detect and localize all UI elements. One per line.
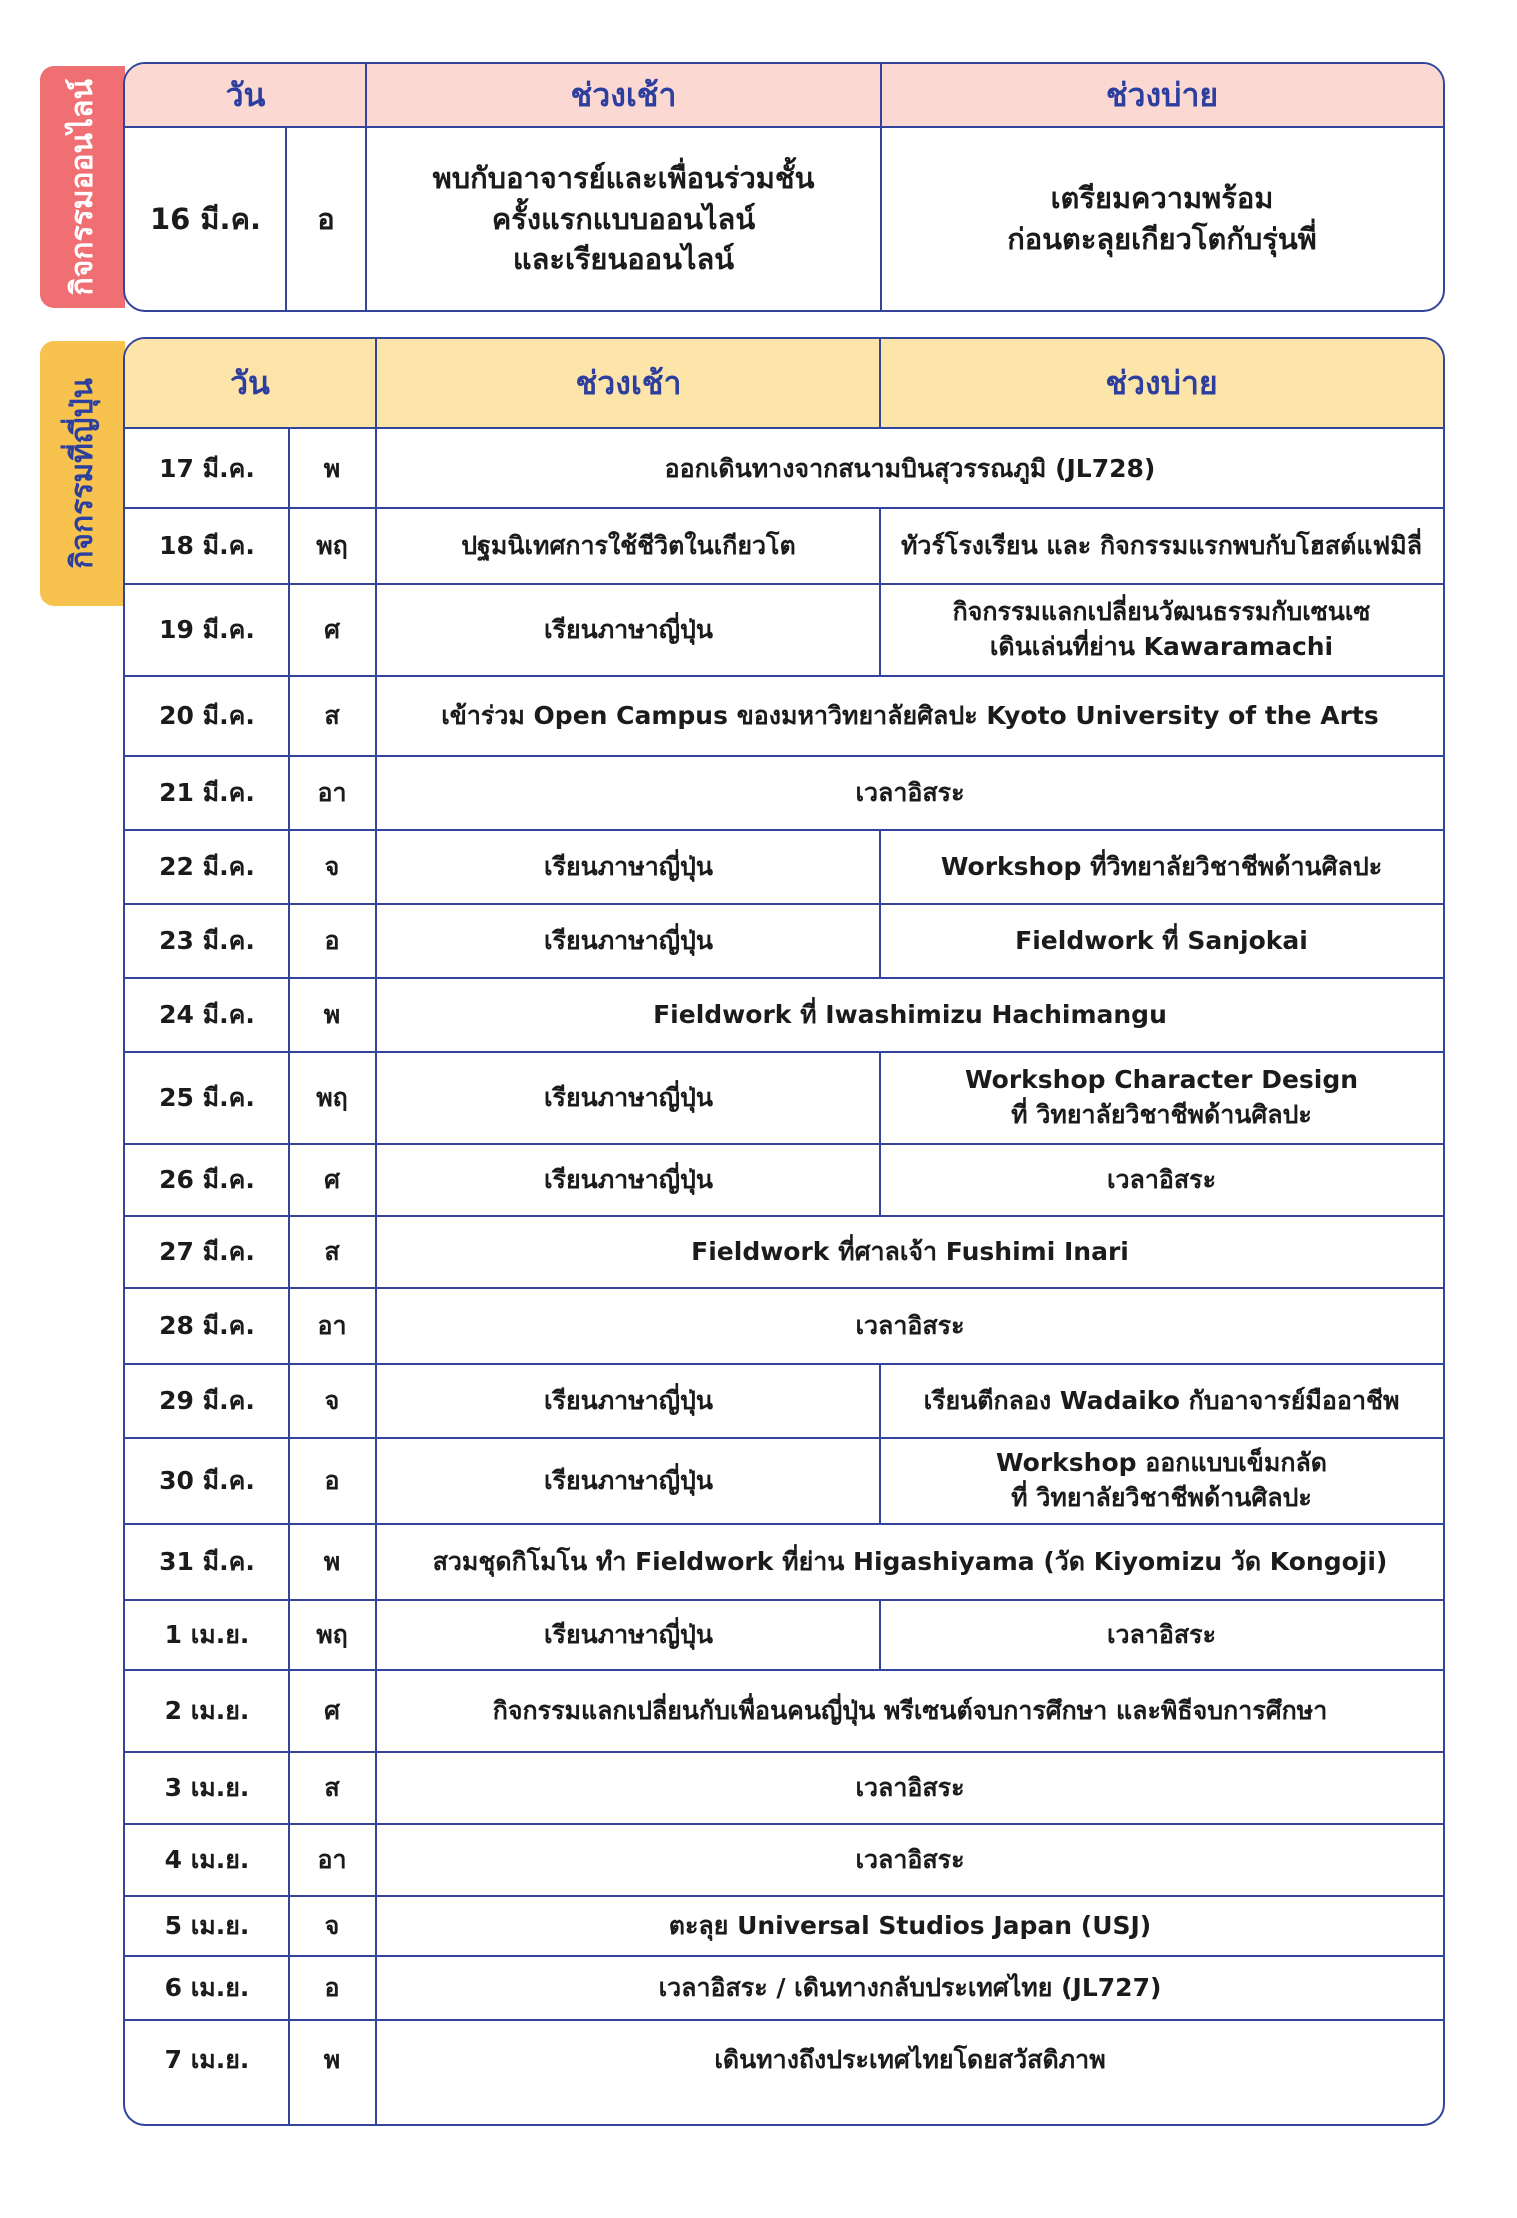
afternoon-cell: Workshop ที่วิทยาลัยวิชาชีพด้านศิลปะ <box>940 851 1383 881</box>
date-cell: 20 มี.ค. <box>159 700 255 730</box>
morning-cell: เรียนภาษาญี่ปุ่น <box>543 1164 713 1194</box>
header-morning: ช่วงเช้า <box>570 75 677 114</box>
full-day-cell: เวลาอิสระ <box>855 1310 965 1340</box>
full-day-cell: เวลาอิสระ / เดินทางกลับประเทศไทย (JL727) <box>658 1972 1162 2002</box>
weekday-cell: ส <box>324 700 340 730</box>
date-cell: 27 มี.ค. <box>159 1236 255 1266</box>
header-day: วัน <box>225 75 266 114</box>
japan-table-header <box>125 339 1443 429</box>
date-cell: 3 เม.ย. <box>164 1772 250 1802</box>
weekday-cell: จ <box>324 851 340 881</box>
weekday-cell: ส <box>324 1236 340 1266</box>
table-row <box>125 1955 1443 2021</box>
japan-activities-label: กิจกรรมที่ญี่ปุ่น <box>65 378 100 569</box>
morning-cell: เรียนภาษาญี่ปุ่น <box>543 1465 713 1495</box>
japan-schedule-table <box>123 337 1445 2126</box>
table-row <box>125 128 1443 310</box>
weekday-cell: พ <box>323 2044 341 2074</box>
japan-activities-tab <box>40 341 125 606</box>
header-afternoon: ช่วงบ่าย <box>1105 363 1218 402</box>
header-morning: ช่วงเช้า <box>575 363 682 402</box>
date-cell: 28 มี.ค. <box>159 1310 255 1340</box>
online-schedule-table <box>123 62 1445 312</box>
date-cell: 26 มี.ค. <box>159 1164 255 1194</box>
date-cell: 2 เม.ย. <box>164 1695 250 1725</box>
table-row <box>125 583 1443 677</box>
morning-cell: เรียนภาษาญี่ปุ่น <box>543 1619 713 1649</box>
table-row <box>125 1051 1443 1145</box>
morning-cell: เรียนภาษาญี่ปุ่น <box>543 1385 713 1415</box>
full-day-cell: ตะลุย Universal Studios Japan (USJ) <box>668 1910 1152 1940</box>
table-row <box>125 1823 1443 1897</box>
afternoon-cell: เรียนตีกลอง Wadaiko กับอาจารย์มืออาชีพ <box>923 1385 1400 1415</box>
table-row <box>125 507 1443 585</box>
table-row <box>125 429 1443 509</box>
weekday-cell: ศ <box>324 614 340 644</box>
morning-cell: เรียนภาษาญี่ปุ่น <box>543 925 713 955</box>
afternoon-cell: Workshop Character Design ที่ วิทยาลัยวิชาชีพด้านศิลปะ <box>964 1065 1359 1129</box>
date-cell: 19 มี.ค. <box>159 614 255 644</box>
table-row <box>125 829 1443 905</box>
afternoon-cell: Workshop ออกแบบเข็มกลัด ที่ วิทยาลัยวิชาชีพด้านศิลปะ <box>995 1448 1328 1512</box>
online-table-header <box>125 64 1443 128</box>
header-afternoon: ช่วงบ่าย <box>1105 75 1219 114</box>
online-activities-label: กิจกรรมออนไลน์ <box>65 78 100 296</box>
date-cell: 18 มี.ค. <box>159 530 255 560</box>
morning-cell: ปฐมนิเทศการใช้ชีวิตในเกียวโต <box>461 530 796 560</box>
weekday-cell: พ <box>323 453 341 483</box>
date-cell: 24 มี.ค. <box>159 999 255 1029</box>
weekday-cell: อา <box>317 1844 347 1874</box>
morning-cell: เรียนภาษาญี่ปุ่น <box>543 851 713 881</box>
date-cell: 17 มี.ค. <box>159 453 255 483</box>
weekday-cell: จ <box>324 1910 340 1940</box>
full-day-cell: เข้าร่วม Open Campus ของมหาวิทยาลัยศิลปะ Kyoto University of the Arts <box>441 700 1379 730</box>
date-cell: 31 มี.ค. <box>159 1546 255 1576</box>
morning-cell: พบกับอาจารย์และเพื่อนร่วมชั้น ครั้งแรกแบบออนไลน์ และเรียนออนไลน์ <box>432 161 815 277</box>
full-day-cell: เวลาอิสระ <box>855 777 965 807</box>
weekday-cell: ส <box>324 1772 340 1802</box>
weekday-cell: อ <box>324 1972 340 2002</box>
full-day-cell: ออกเดินทางจากสนามบินสุวรรณภูมิ (JL728) <box>664 453 1156 483</box>
date-cell: 4 เม.ย. <box>164 1844 250 1874</box>
date-cell: 5 เม.ย. <box>164 1910 250 1940</box>
weekday-cell: พ <box>323 999 341 1029</box>
full-day-cell: เวลาอิสระ <box>855 1844 965 1874</box>
weekday-cell: พฤ <box>316 1619 348 1649</box>
date-cell: 25 มี.ค. <box>159 1082 255 1112</box>
afternoon-cell: กิจกรรมแลกเปลี่ยนวัฒนธรรมกับเซนเซ เดินเล่นที่ย่าน Kawaramachi <box>952 597 1371 661</box>
date-cell: 30 มี.ค. <box>159 1465 255 1495</box>
weekday-cell: อ <box>324 925 340 955</box>
weekday-cell: พฤ <box>316 530 348 560</box>
weekday-cell: พฤ <box>316 1082 348 1112</box>
date-cell: 29 มี.ค. <box>159 1385 255 1415</box>
weekday-cell: จ <box>324 1385 340 1415</box>
table-row <box>125 1437 1443 1525</box>
full-day-cell: สวมชุดกิโมโน ทำ Fieldwork ที่ย่าน Higashiyama (วัด Kiyomizu วัด Kongoji) <box>432 1546 1388 1576</box>
weekday-cell: อา <box>317 1310 347 1340</box>
date-cell: 7 เม.ย. <box>164 2044 250 2074</box>
table-row <box>125 1143 1443 1217</box>
table-row <box>125 755 1443 831</box>
table-row <box>125 1599 1443 1671</box>
table-row <box>125 1895 1443 1957</box>
weekday-cell: ศ <box>324 1695 340 1725</box>
afternoon-cell: เวลาอิสระ <box>1106 1619 1217 1649</box>
header-day: วัน <box>230 363 270 402</box>
afternoon-cell: Fieldwork ที่ Sanjokai <box>1015 925 1308 955</box>
morning-cell: เรียนภาษาญี่ปุ่น <box>543 1082 713 1112</box>
full-day-cell: กิจกรรมแลกเปลี่ยนกับเพื่อนคนญี่ปุ่น พรีเซนต์จบการศึกษา และพิธีจบการศึกษา <box>492 1695 1328 1725</box>
weekday-cell: ศ <box>324 1164 340 1194</box>
date-cell: 1 เม.ย. <box>164 1619 250 1649</box>
date-cell: 23 มี.ค. <box>159 925 255 955</box>
weekday-cell: อ <box>324 1465 340 1495</box>
weekday-cell: พ <box>323 1546 341 1576</box>
online-activities-tab <box>40 66 125 308</box>
afternoon-cell: เตรียมความพร้อม ก่อนตะลุยเกียวโตกับรุ่นพี่ <box>1007 181 1317 256</box>
date-cell: 22 มี.ค. <box>159 851 255 881</box>
full-day-cell: เวลาอิสระ <box>855 1772 965 1802</box>
table-row <box>125 1523 1443 1601</box>
full-day-cell: Fieldwork ที่ศาลเจ้า Fushimi Inari <box>691 1236 1129 1266</box>
full-day-cell: เดินทางถึงประเทศไทยโดยสวัสดิภาพ <box>714 2044 1106 2074</box>
date-cell: 21 มี.ค. <box>159 777 255 807</box>
table-row <box>125 1669 1443 1753</box>
table-row <box>125 2019 1443 2099</box>
afternoon-cell: เวลาอิสระ <box>1106 1164 1217 1194</box>
date-cell: 16 มี.ค. <box>149 201 261 236</box>
table-row <box>125 1287 1443 1365</box>
table-row <box>125 1363 1443 1439</box>
morning-cell: เรียนภาษาญี่ปุ่น <box>543 614 713 644</box>
table-row <box>125 1215 1443 1289</box>
table-row <box>125 675 1443 757</box>
afternoon-cell: ทัวร์โรงเรียน และ กิจกรรมแรกพบกับโฮสต์แฟมิลี่ <box>900 530 1423 560</box>
table-row <box>125 977 1443 1053</box>
table-row <box>125 903 1443 979</box>
weekday-cell: อ <box>317 201 335 236</box>
full-day-cell: Fieldwork ที่ Iwashimizu Hachimangu <box>653 999 1167 1029</box>
date-cell: 6 เม.ย. <box>164 1972 250 2002</box>
table-row <box>125 1751 1443 1825</box>
weekday-cell: อา <box>317 777 347 807</box>
